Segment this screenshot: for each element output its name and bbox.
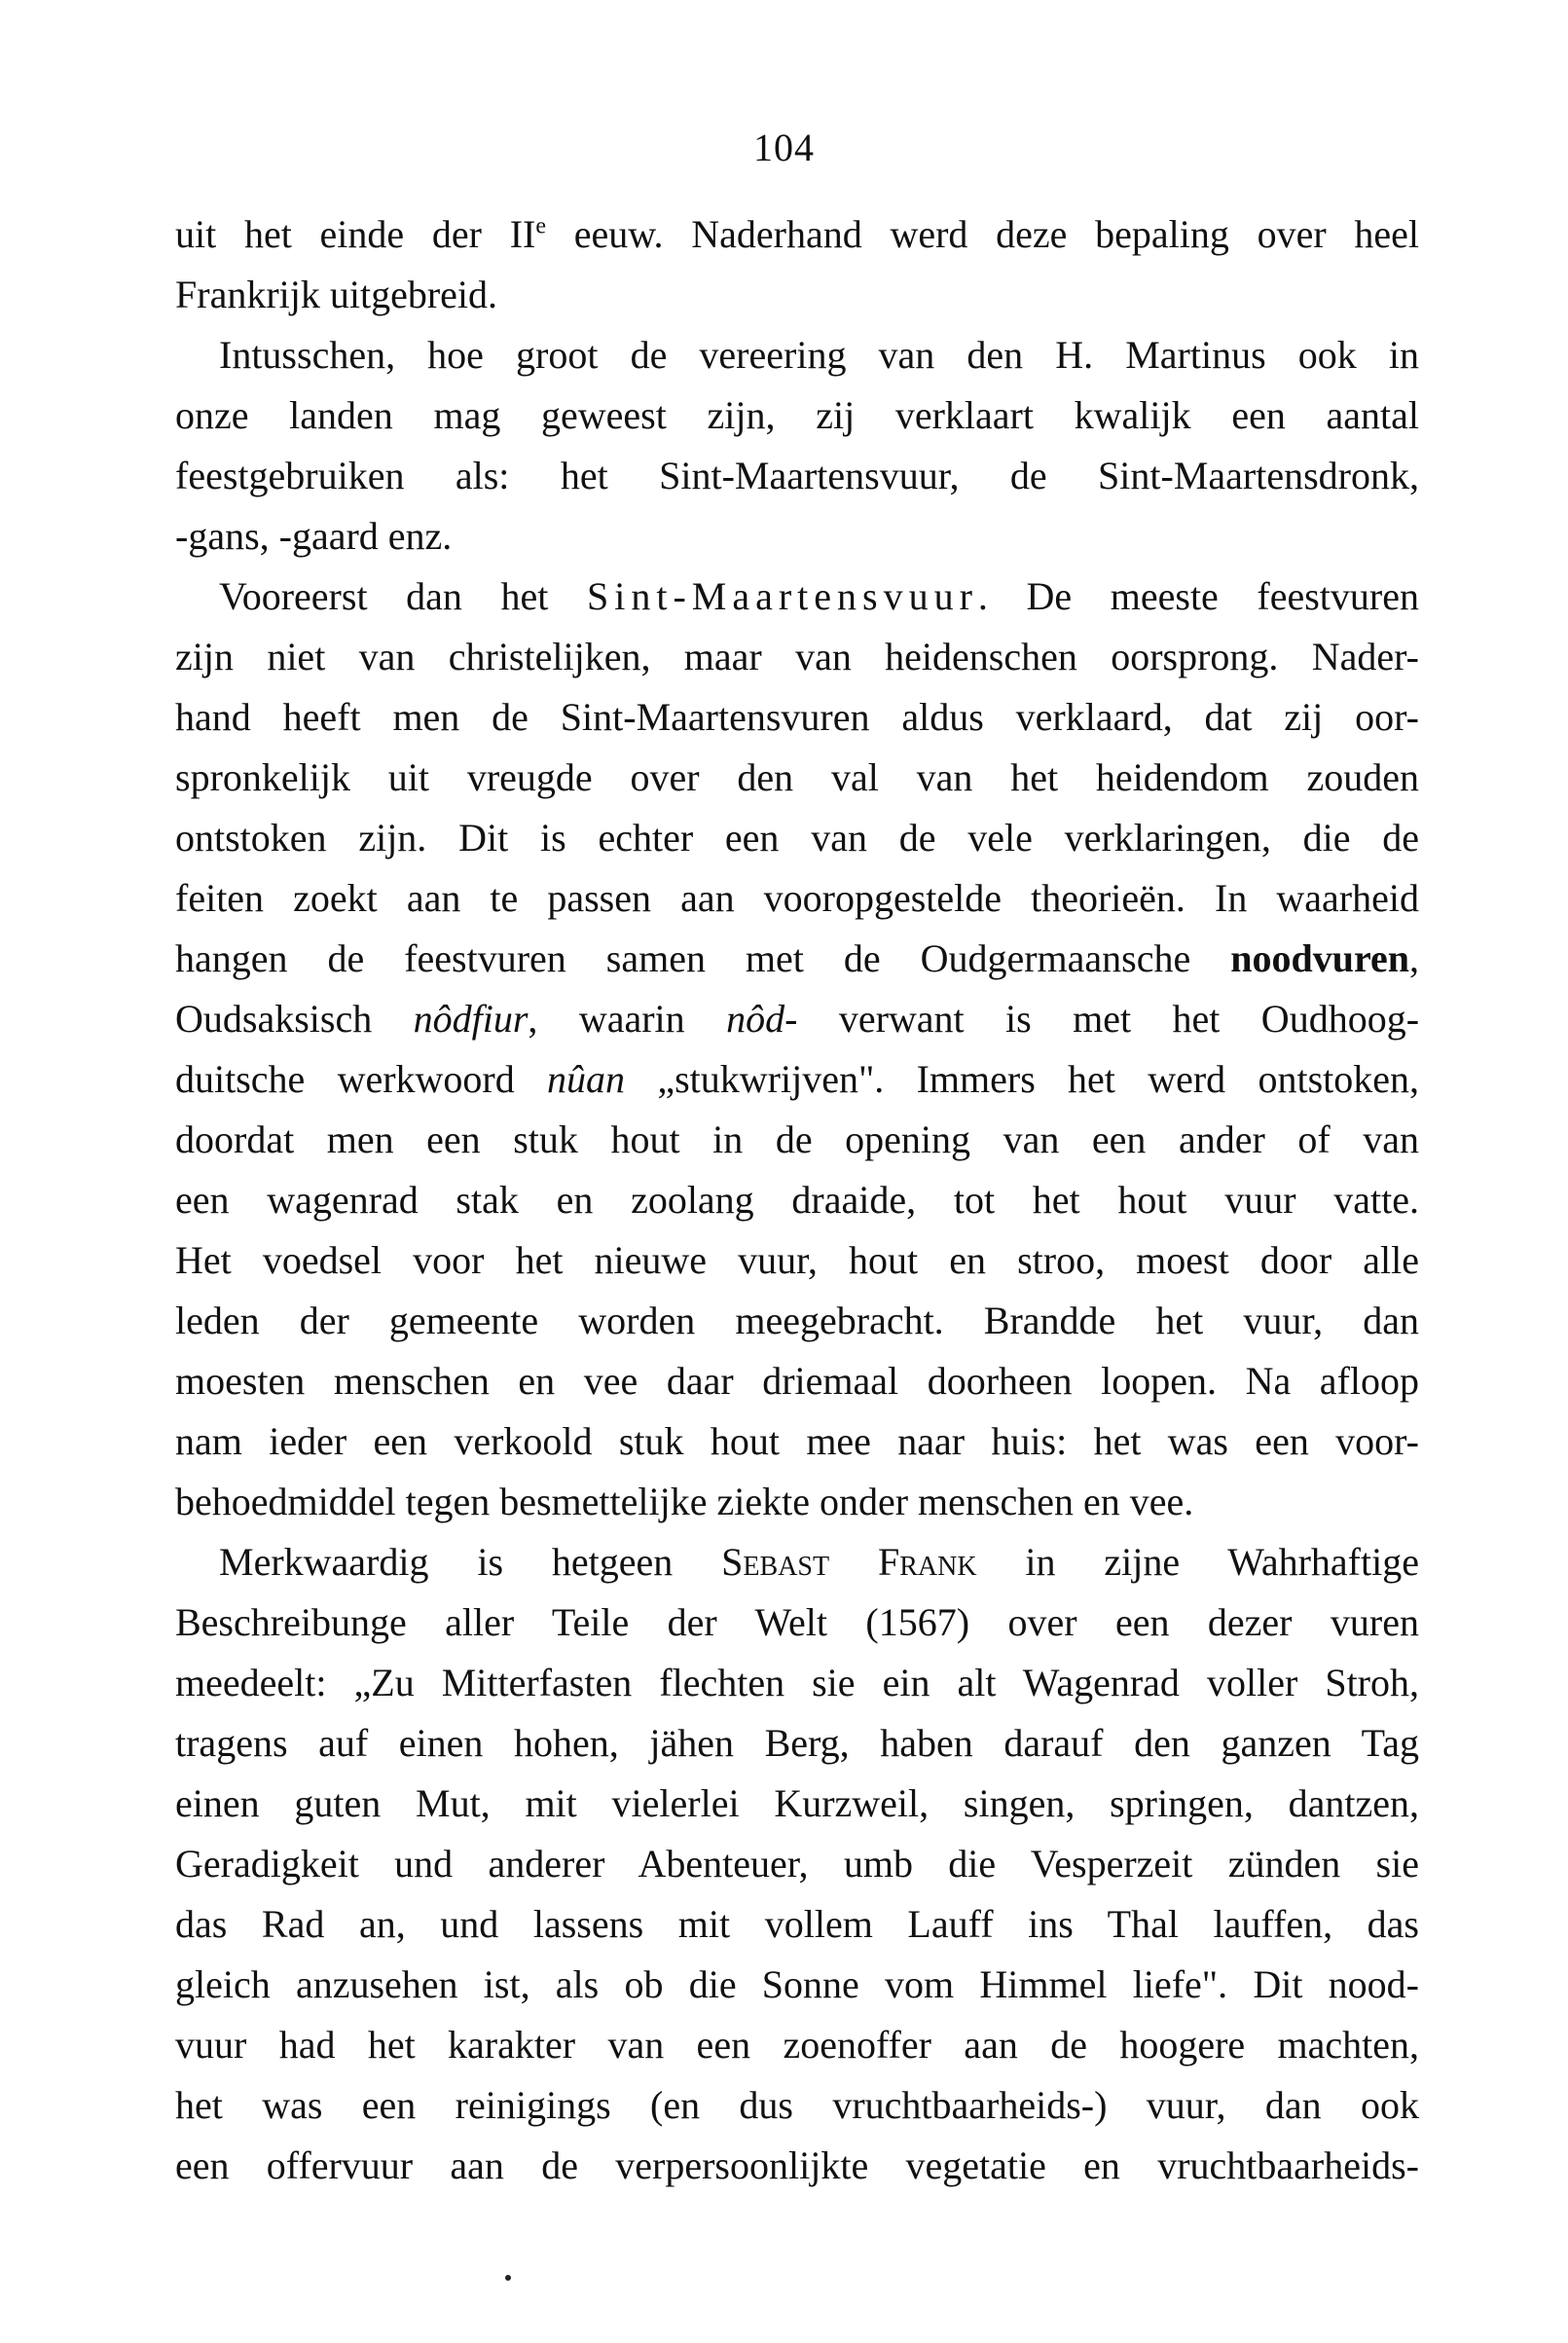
text-run: duitsche werkwoord [175, 1057, 548, 1101]
text-line [175, 1593, 1419, 1653]
text-run: „stukwrijven". Immers het werd ontstoken, [625, 1057, 1419, 1101]
text-run: uit het einde der II [175, 212, 536, 256]
text-run: feestgebruiken als: het Sint-Maartensvuur, de Sint-Maartensdronk, [175, 454, 1419, 497]
text-line [175, 2075, 1419, 2136]
text-line [175, 2015, 1419, 2075]
text-run: -gans, -gaard enz. [175, 514, 453, 558]
text-run: ontstoken zijn. Dit is echter een van de vele verklaringen, die de [175, 816, 1419, 860]
text-run: in zijne Wahrhaftige [976, 1540, 1419, 1584]
text-run: leden der gemeente worden meegebracht. Brandde het vuur, dan [175, 1299, 1419, 1342]
text-run: gleich anzusehen ist, als ob die Sonne vom Himmel liefe". Dit nood- [175, 1962, 1419, 2006]
text-run: Het voedsel voor het nieuwe vuur, hout en stroo, moest door alle [175, 1238, 1419, 1282]
text-run: Geradigkeit und anderer Abenteuer, umb die Vesperzeit zünden sie [175, 1842, 1419, 1885]
text-line [175, 868, 1419, 929]
text-line [175, 1713, 1419, 1774]
text-line [175, 265, 1419, 325]
text-line [175, 687, 1419, 748]
text-run: vuur had het karakter van een zoenoffer aan de hoogere machten, [175, 2023, 1419, 2067]
text-line [175, 1653, 1419, 1713]
text-line [175, 1049, 1419, 1110]
text-run: een offervuur aan de verpersoonlijkte vegetatie en vruchtbaarheids- [175, 2143, 1419, 2187]
text-run: hangen de feestvuren samen met de Oudgermaansche [175, 936, 1231, 980]
text-ital: nûan [547, 1057, 626, 1101]
print-speck [504, 2274, 514, 2282]
text-run: doordat men een stuk hout in de opening van een ander of van [175, 1117, 1419, 1161]
text-ital: nôdfiur [413, 997, 529, 1041]
text-bold: noodvuren [1230, 936, 1409, 980]
text-run: . De meeste feestvuren [977, 574, 1419, 618]
text-line [175, 627, 1419, 687]
text-line [175, 1110, 1419, 1170]
text-spaced: Sint-Maartensvuur [586, 574, 978, 618]
text-run: hand heeft men de Sint-Maartensvuren aldus verklaard, dat zij oor- [175, 695, 1419, 739]
text-line [175, 1532, 1419, 1593]
text-run: , [1409, 936, 1419, 980]
text-line [175, 1955, 1419, 2015]
text-line [175, 325, 1419, 385]
text-run: behoedmiddel tegen besmettelijke ziekte onder menschen en vee. [175, 1480, 1194, 1523]
text-run: Frankrijk uitgebreid. [175, 273, 498, 316]
text-run: het was een reinigings (en dus vruchtbaarheids-) vuur, dan ook [175, 2083, 1419, 2127]
text-run: Beschreibunge aller Teile der Welt (1567) over een dezer vuren [175, 1600, 1419, 1644]
text-run: verwant is met het Oudhoog- [797, 997, 1420, 1041]
text-run: Intusschen, hoe groot de vereering van den H. Martinus ook in [219, 333, 1419, 377]
text-line [175, 446, 1419, 506]
text-run: feiten zoekt aan te passen aan vooropgestelde theorieën. In waarheid [175, 876, 1419, 920]
text-run: eeuw. Naderhand werd deze bepaling over heel [546, 212, 1419, 256]
body-text [175, 204, 1419, 2196]
text-line [175, 385, 1419, 446]
text-line [175, 748, 1419, 808]
text-sc: Sebast Frank [721, 1540, 977, 1584]
text-run: nam ieder een verkoold stuk hout mee naar huis: het was een voor- [175, 1419, 1419, 1463]
text-line [175, 506, 1419, 567]
text-ital: nôd- [726, 997, 798, 1041]
text-run: Merkwaardig is hetgeen [219, 1540, 722, 1584]
text-line [175, 2136, 1419, 2196]
text-line [175, 1894, 1419, 1955]
text-run: Vooreerst dan het [219, 574, 587, 618]
text-run: Oudsaksisch [175, 997, 414, 1041]
text-run: een wagenrad stak en zoolang draaide, tot het hout vuur vatte. [175, 1178, 1419, 1222]
text-run: einen guten Mut, mit vielerlei Kurzweil, singen, springen, dantzen, [175, 1781, 1419, 1825]
text-run: meedeelt: „Zu Mitterfasten flechten sie ein alt Wagenrad voller Stroh, [175, 1661, 1419, 1704]
text-line [175, 1411, 1419, 1472]
text-line [175, 1170, 1419, 1230]
text-run: zijn niet van christelijken, maar van heidenschen oorsprong. Nader- [175, 635, 1419, 678]
text-run: spronkelijk uit vreugde over den val van het heidendom zouden [175, 755, 1419, 799]
text-line [175, 929, 1419, 989]
text-run: das Rad an, und lassens mit vollem Lauff ins Thal lauffen, das [175, 1902, 1419, 1946]
text-line [175, 1351, 1419, 1411]
text-line [175, 1834, 1419, 1894]
text-run: onze landen mag geweest zijn, zij verklaart kwalijk een aantal [175, 393, 1419, 437]
text-line [175, 1291, 1419, 1351]
text-sup: e [535, 213, 546, 239]
text-line [175, 1230, 1419, 1291]
text-line [175, 989, 1419, 1049]
page-number: 104 [753, 126, 815, 169]
text-line [175, 204, 1419, 265]
text-line [175, 1472, 1419, 1532]
text-run: , waarin [528, 997, 727, 1041]
text-line [175, 808, 1419, 868]
text-run: tragens auf einen hohen, jähen Berg, haben darauf den ganzen Tag [175, 1721, 1419, 1765]
text-line [175, 567, 1419, 627]
text-line [175, 1774, 1419, 1834]
text-run: moesten menschen en vee daar driemaal doorheen loopen. Na afloop [175, 1359, 1419, 1403]
